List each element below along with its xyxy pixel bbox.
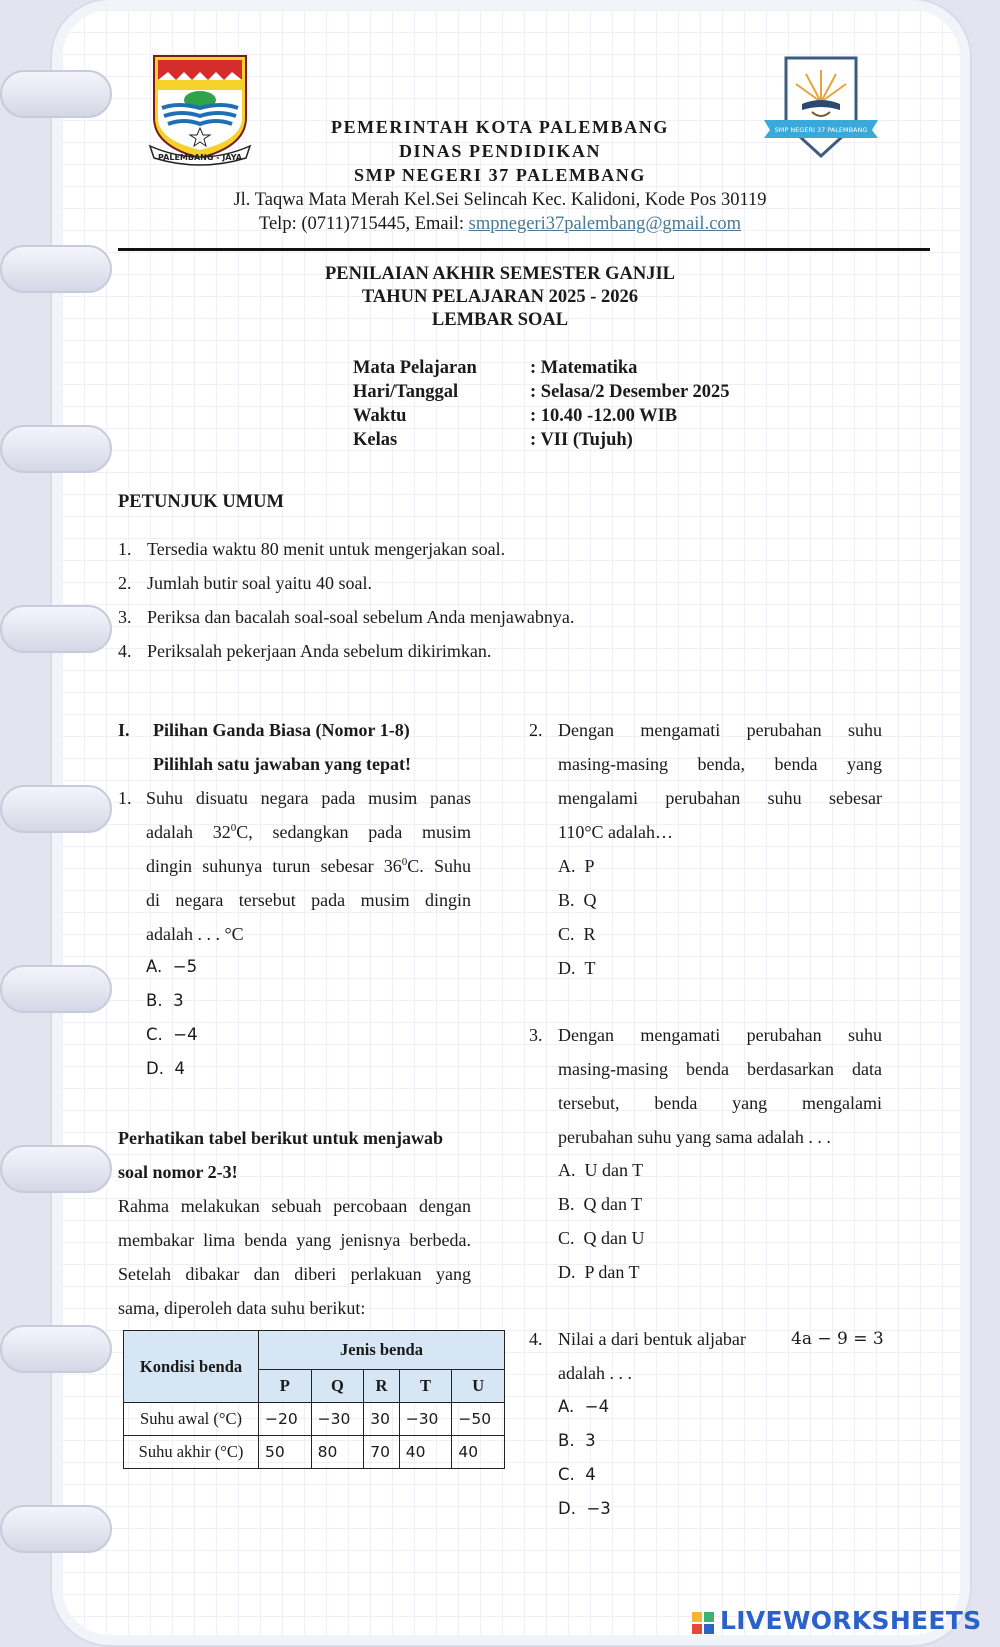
table-cell: −30 [399,1403,452,1436]
answer-option-c[interactable] [558,924,596,945]
option-letter: D. [146,1059,164,1078]
table-row-label: Suhu akhir (°C) [124,1436,259,1469]
exam-title: PENILAIAN AKHIR SEMESTER GANJIL [324,264,676,284]
table-context: Rahma melakukan sebuah percobaan dengan [118,1196,471,1216]
question-text-part: dingin suhunya turun sebesar 36 [146,856,402,876]
binder-ring [0,425,112,473]
info-value: : Selasa/2 Desember 2025 [530,382,730,402]
table-cell: −20 [259,1403,312,1436]
binder-ring [0,1325,112,1373]
table-cell: 70 [364,1436,399,1469]
answer-option-c[interactable] [146,1025,198,1044]
binder-ring [0,605,112,653]
table-cell: 40 [399,1436,452,1469]
binder-ring [0,245,112,293]
question-text: perubahan suhu yang sama adalah . . . [558,1127,831,1147]
table-instruction: Perhatikan tabel berikut untuk menjawab [118,1128,444,1148]
answer-option-c[interactable] [558,1228,645,1249]
table-cell: 80 [311,1436,364,1469]
email-link[interactable]: smpnegeri37palembang@gmail.com [468,214,742,234]
table-corner-header: Kondisi benda [124,1331,259,1403]
algebra-expression: 4a − 9 = 3 [791,1329,884,1349]
table-col-header: P [259,1370,312,1403]
question-text: Dengan mengamati perubahan suhu [558,1025,882,1045]
instruction-text: Periksalah pekerjaan Anda sebelum dikirimkan. [147,641,492,661]
option-text: 4 [585,1465,596,1484]
question-number: 1. [118,788,132,808]
answer-option-b[interactable] [146,991,184,1010]
option-letter: A. [558,1397,575,1416]
option-text: −4 [584,1397,610,1416]
question-text-part: C, sedangkan pada musim [236,822,471,842]
option-letter: C. [558,1228,575,1248]
option-letter: D. [558,1262,576,1282]
binder-ring [0,70,112,118]
table-cell: 30 [364,1403,399,1436]
option-letter: D. [558,958,576,978]
option-text: P dan T [584,1262,640,1282]
answer-option-c[interactable] [558,1465,596,1484]
option-letter: A. [558,856,576,876]
option-text: −5 [172,957,198,976]
option-text: Q dan T [583,1194,643,1214]
table-context: membakar lima benda yang jenisnya berbeda. [118,1230,471,1250]
question-text: adalah . . . °C [146,924,244,944]
exam-year: TAHUN PELAJARAN 2025 - 2026 [361,287,639,307]
svg-text:SMP NEGERI 37 PALEMBANG: SMP NEGERI 37 PALEMBANG [774,126,868,134]
option-letter: B. [558,1194,575,1214]
table-col-header: Q [311,1370,364,1403]
exam-sheet-label: LEMBAR SOAL [431,310,569,330]
question-text: Dengan mengamati perubahan suhu [558,720,882,740]
question-text: Nilai a dari bentuk aljabar [558,1329,746,1349]
table-row [124,1436,505,1469]
question-text-part: C. Suhu [407,856,471,876]
table-col-header: U [452,1370,505,1403]
info-label: Kelas [353,430,398,450]
instruction-number: 4. [118,641,132,661]
question-text [146,856,471,877]
table-instruction: soal nomor 2-3! [118,1162,238,1182]
header-school-name: SMP NEGERI 37 PALEMBANG [354,165,646,185]
temperature-table [123,1330,505,1469]
liveworksheets-logo-icon [692,1612,714,1634]
option-text: 3 [585,1431,596,1450]
option-letter: C. [558,924,575,944]
section-title: Pilihan Ganda Biasa (Nomor 1-8) [153,720,410,740]
option-text: Q [583,890,597,910]
table-col-header: R [364,1370,399,1403]
answer-option-a[interactable] [558,1397,609,1416]
table-cell: −30 [311,1403,364,1436]
option-letter: C. [146,1025,163,1044]
table-cell: 40 [452,1436,505,1469]
question-number: 2. [529,720,543,740]
header-department: DINAS PENDIDIKAN [398,141,602,161]
instruction-number: 2. [118,573,132,593]
question-text-part: adalah 32 [146,822,231,842]
answer-option-d[interactable] [558,958,596,979]
header-government: PEMERINTAH KOTA PALEMBANG [330,117,669,137]
option-text: 4 [174,1059,185,1078]
option-letter: B. [146,991,163,1010]
binder-ring [0,965,112,1013]
contact-phone: Telp: (0711)715445, Email: [258,214,469,234]
answer-option-b[interactable] [558,1431,596,1450]
option-text: U dan T [584,1160,644,1180]
option-text: −3 [586,1499,611,1518]
instructions-heading: PETUNJUK UMUM [118,492,284,512]
answer-option-b[interactable] [558,890,597,911]
answer-option-d[interactable] [146,1059,185,1078]
question-text: adalah . . . [558,1363,632,1383]
answer-option-a[interactable] [558,856,595,877]
section-subtitle: Pilihlah satu jawaban yang tepat! [153,754,412,774]
table-context: sama, diperoleh data suhu berikut: [118,1298,366,1318]
question-text: mengalami perubahan suhu sebesar [558,788,882,808]
instruction-text: Tersedia waktu 80 menit untuk mengerjakan soal. [147,539,506,559]
option-text: P [584,856,595,876]
option-letter: A. [146,957,163,976]
info-label: Waktu [353,406,407,426]
option-text: −4 [173,1025,198,1044]
answer-option-b[interactable] [558,1194,642,1215]
header-address: Jl. Taqwa Mata Merah Kel.Sei Selincah Kec. Kalidoni, Kode Pos 30119 [233,190,767,210]
binder-ring [0,1505,112,1553]
table-context: Setelah dibakar dan diberi perlakuan yang [118,1264,471,1284]
question-text: masing-masing benda berdasarkan data [558,1059,882,1079]
instruction-text: Jumlah butir soal yaitu 40 soal. [147,573,372,593]
option-text: T [584,958,596,978]
instruction-number: 3. [118,607,132,627]
info-value: : 10.40 -12.00 WIB [530,406,678,426]
info-label: Hari/Tanggal [353,382,459,402]
binder-ring [0,785,112,833]
header-contact [110,214,890,235]
option-letter: D. [558,1499,576,1518]
question-text: Suhu disuatu negara pada musim panas [146,788,471,808]
option-text: R [583,924,596,944]
question-text: di negara tersebut pada musim dingin [146,890,471,910]
degree-superscript: 0 [230,822,237,834]
question-text: tersebut, benda yang mengalami [558,1093,882,1113]
instruction-number: 1. [118,539,132,559]
info-value: : VII (Tujuh) [530,430,633,450]
question-text [146,822,471,843]
option-letter: C. [558,1465,575,1484]
answer-option-a[interactable] [558,1160,643,1181]
option-text: Q dan U [583,1228,645,1248]
table-cell: −50 [452,1403,505,1436]
question-number: 3. [529,1025,543,1045]
option-letter: B. [558,1431,575,1450]
question-text: 110°C adalah… [558,822,674,842]
option-text: 3 [173,991,184,1010]
info-label: Mata Pelajaran [353,358,477,378]
info-value: : Matematika [530,358,638,378]
option-letter: B. [558,890,575,910]
table-cell: 50 [259,1436,312,1469]
answer-option-d[interactable] [558,1499,611,1518]
table-col-header: T [399,1370,452,1403]
binder-ring [0,1145,112,1193]
instruction-text: Periksa dan bacalah soal-soal sebelum Anda menjawabnya. [147,607,575,627]
degree-superscript: 0 [401,856,408,868]
svg-text:PALEMBANG - JAYA: PALEMBANG - JAYA [158,153,242,162]
table-group-header: Jenis benda [259,1331,505,1370]
answer-option-d[interactable] [558,1262,640,1283]
header-divider [118,248,930,251]
answer-option-a[interactable] [146,957,197,976]
section-number: I. [118,720,130,740]
table-row [124,1403,505,1436]
table-row-label: Suhu awal (°C) [124,1403,259,1436]
option-letter: A. [558,1160,576,1180]
liveworksheets-brand[interactable]: LIVEWORKSHEETS [720,1606,982,1635]
question-text: masing-masing benda, benda yang [558,754,882,774]
question-number: 4. [529,1329,543,1349]
